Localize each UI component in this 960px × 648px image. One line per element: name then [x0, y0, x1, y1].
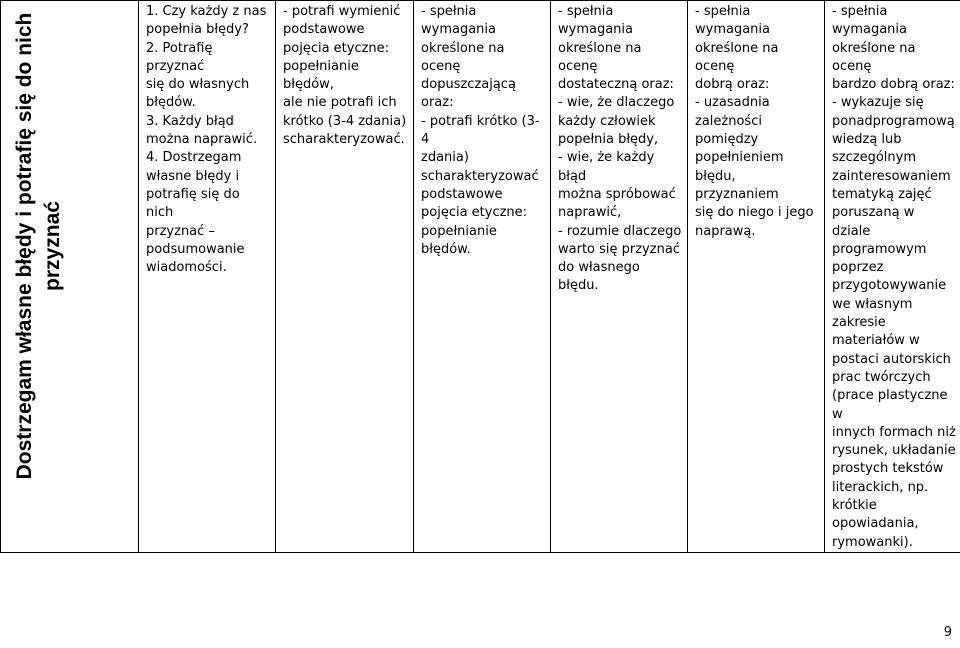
grade-bardzo-dobra-cell	[688, 1, 825, 553]
lesson-topics-cell	[139, 1, 276, 553]
grade-dostateczna-cell	[414, 1, 551, 553]
grade-celujaca-text: - spełnia wymagania określone na ocenę bardzo dobrą oraz: - wykazuje się ponadprogramową wiedzą lub szczególnym zainteresowaniem tematyką zajęć poruszaną w dziale programowym poprzez przygotowywanie we własnym zakresie materiałów w postaci autorskich prac twórczych (prace plastyczne w innych formach niż rysunek, układanie prostych tekstów literackich, np. krótkie opowiadania, rymowanki).	[832, 4, 956, 550]
grade-celujaca-cell	[825, 1, 960, 553]
topic-heading-cell	[1, 1, 139, 553]
page-number: 9	[943, 625, 952, 640]
grade-dobra-text: - spełnia wymagania określone na ocenę dostateczną oraz: - wie, że dlaczego każdy człowiek popełnia błędy, - wie, że każdy błąd można spróbować naprawić, - rozumie dlaczego warto się przyznać do własnego błędu.	[558, 4, 682, 294]
grade-dopuszczajaca-cell	[276, 1, 414, 553]
grade-dobra-cell	[551, 1, 688, 553]
grade-bardzo-dobra-text: - spełnia wymagania określone na ocenę dobrą oraz: - uzasadnia zależności pomiędzy popełnieniem błędu, przyznaniem się do niego i jego naprawą.	[695, 4, 814, 239]
topic-heading: Dostrzegam własne błędy i potrafię się do nich przyznać	[13, 12, 64, 480]
grade-dopuszczajaca-text: - potrafi wymienić podstawowe pojęcia etyczne: popełnianie błędów, ale nie potrafi ich krótko (3-4 zdania) scharakteryzować.	[283, 4, 407, 148]
topic-heading-wrapper	[5, 1, 139, 491]
lesson-topics-text: 1. Czy każdy z nas popełnia błędy? 2. Potrafię przyznać się do własnych błędów. 3. Każdy błąd można naprawić. 4. Dostrzegam własne błędy i potrafię się do nich przyznać – podsumowanie wiadomości.	[146, 4, 267, 276]
grade-dostateczna-text: - spełnia wymagania określone na ocenę dopuszczającą oraz: - potrafi krótko (3-4 zdania) scharakteryzować podstawowe pojęcia etyczne: popełnianie błędów.	[421, 4, 540, 257]
table-row	[1, 1, 960, 553]
